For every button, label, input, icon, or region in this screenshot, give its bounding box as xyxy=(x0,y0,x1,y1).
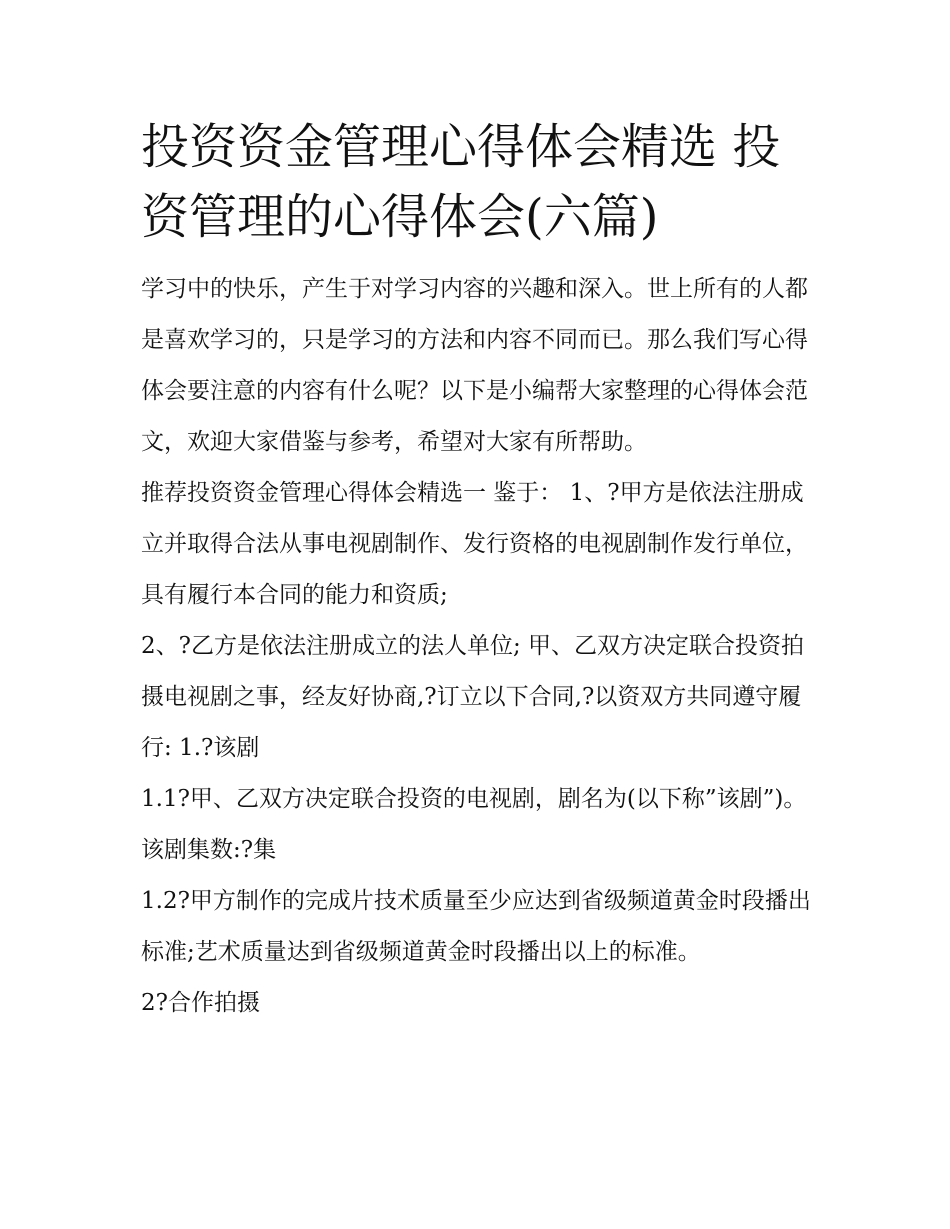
paragraph-clause-2: 2?合作拍摄 xyxy=(141,990,260,1016)
paragraph-recital-2: 2、?乙方是依法注册成立的法人单位; 甲、乙双方决定联合投资拍摄电视剧之事，经友好协商,?订立以下合同,?以资双方共同遵守履行: 1.?该剧 xyxy=(141,633,805,761)
paragraph-recital-1: 推荐投资资金管理心得体会精选一 鉴于： 1、?甲方是依法注册成立并取得合法从事电视剧制作、发行资格的电视剧制作发行单位，具有履行本合同的能力和资质; xyxy=(141,480,808,608)
document-body xyxy=(141,264,821,1029)
paragraph-intro: 学习中的快乐，产生于对学习内容的兴趣和深入。世上所有的人都是喜欢学习的，只是学习的方法和内容不同而已。那么我们写心得体会要注意的内容有什么呢？以下是小编帮大家整理的心得体会范文，欢迎大家借鉴与参考，希望对大家有所帮助。 xyxy=(141,276,808,455)
document-title: 投资资金管理心得体会精选 投资管理的心得体会(六篇) xyxy=(141,119,781,245)
paragraph-clause-1-2: 1.2?甲方制作的完成片技术质量至少应达到省级频道黄金时段播出标准;艺术质量达到省级频道黄金时段播出以上的标准。 xyxy=(141,888,811,965)
paragraph-clause-1-1: 1.1?甲、乙双方决定联合投资的电视剧，剧名为(以下称”该剧”)。 该剧集数:?集 xyxy=(141,786,807,863)
document-page xyxy=(141,112,821,1029)
